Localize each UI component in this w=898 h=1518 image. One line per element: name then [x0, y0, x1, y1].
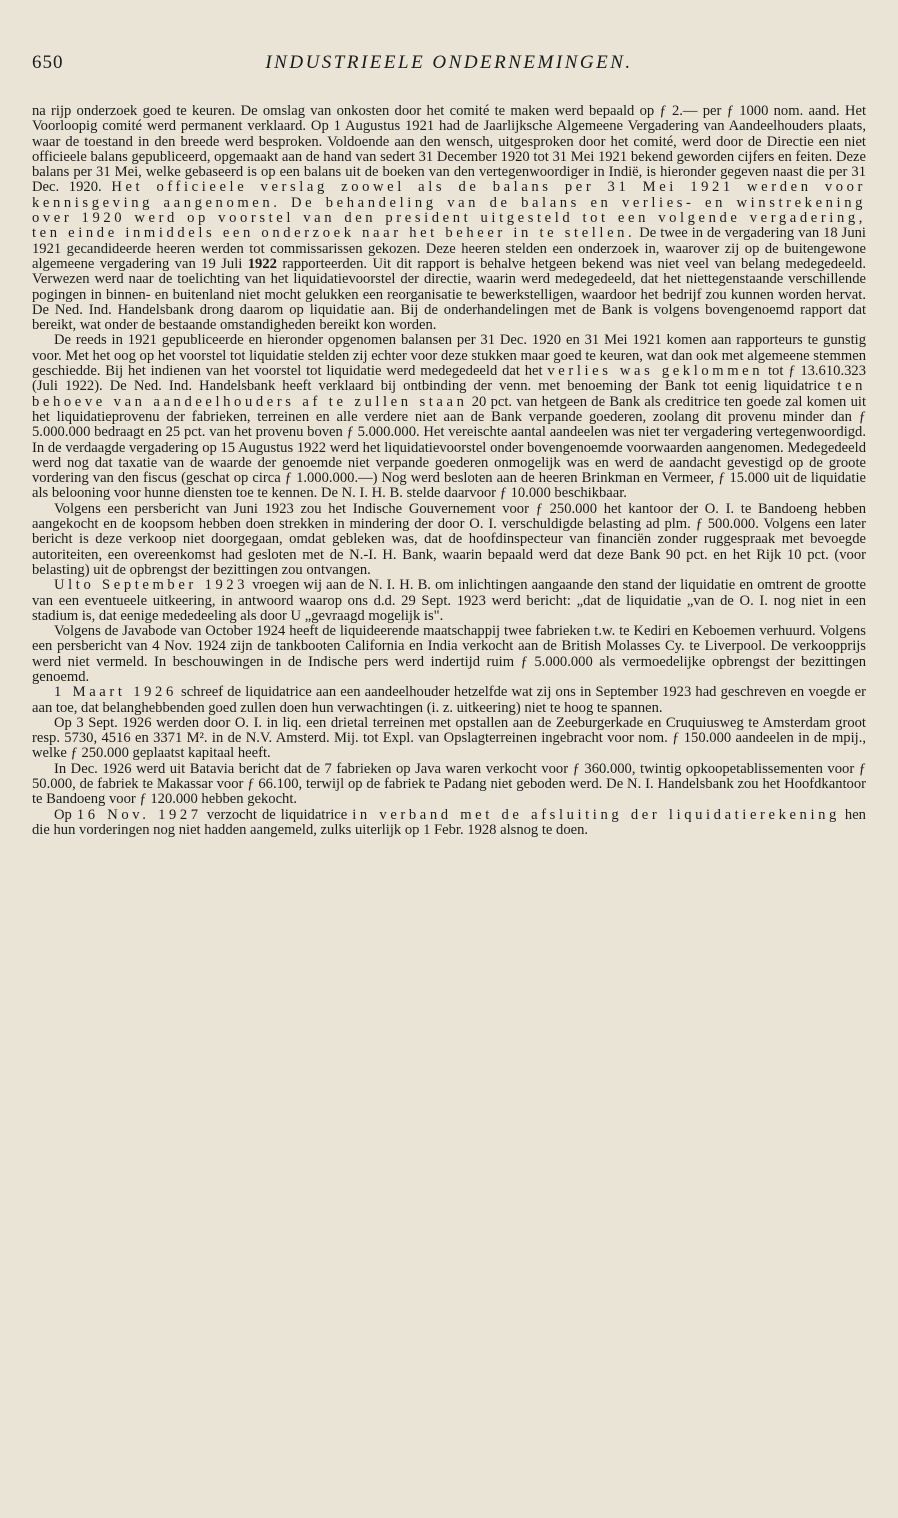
paragraph	[32, 808, 866, 839]
text-run: Op	[54, 806, 77, 823]
text-run: schreef de liquidatrice aan een aandeelhouder hetzelfde wat zij ons in September 1923 had geschreven en voegde er aan toe, dat belanghebbenden goed zullen doen hun verwachtingen (i. z. uitkeering) niet te hoog te spannen.	[32, 684, 866, 716]
text-run: Volgens de Javabode van October 1924 heeft de liquideerende maatschappij twee fabrieken t.w. te Kediri en Keboemen verhuurd. Volgens een persbericht van 4 Nov. 1924 zijn de tankbooten California en India verkocht aan de British Molasses Cy. te Liverpool. De verkoopprijs werd niet vermeld. In beschouwingen in de Indische pers werd indertijd ruim ƒ 5.000.000 als vermoedelijke opbrengst der bezittingen genoemd.	[32, 623, 866, 685]
spaced-text: 16 Nov. 1927	[76, 806, 202, 823]
spaced-text: ten behoeve van aandeelhouders af te zullen staan	[32, 378, 866, 410]
bold-text: 1922	[247, 255, 277, 272]
text-run: hen die hun vorderingen nog niet hadden aangemeld, zulks uiterlijk op 1 Febr. 1928 alsnog te doen.	[32, 806, 866, 838]
spaced-text: verlies was geklommen	[547, 363, 764, 380]
paragraph	[32, 333, 866, 501]
spaced-text: 1 Maart 1926	[54, 684, 177, 701]
paragraph	[32, 624, 866, 685]
text-run: tot ƒ 13.610.323 (Juli 1922). De Ned. Ind. Handelsbank heeft verklaard bij ontbinding der venn. met benoeming der Bank tot eenig liquidatrice	[32, 363, 866, 395]
text-run: na rijp onderzoek goed te keuren. De omslag van onkosten door het comité te maken werd bepaald op ƒ 2.— per ƒ 1000 nom. aand. Het Voorloopig comité werd permanent verklaard. Op 1 Augustus 1921 had de Jaarlijksche Algemeene Vergadering van Aandeelhouders plaats, waar de toestand in den breede werd besproken. Voldoende aan den wensch, uitgesproken door het comité, werd door de Directie een niet officieele balans gepubliceerd, opgemaakt aan de hand van sedert 31 December 1920 tot 31 Mei 1921 bekend geworden cijfers en feiten. Deze balans per 31 Mei, welke gebaseerd is op een balans uit de boeken van den vertegenwoordiger in Indië, is hieronder gegeven naast die per 31 Dec. 1920.	[32, 103, 866, 196]
spaced-text: in verband met de afsluiting der liquidatierekening	[352, 806, 840, 823]
paragraph	[32, 578, 866, 624]
page-number: 650	[32, 52, 64, 73]
body-text	[32, 104, 866, 838]
paragraph	[32, 502, 866, 578]
text-run: De reeds in 1921 gepubliceerde en hieronder opgenomen balansen per 31 Dec. 1920 en 31 Mei 1921 komen aan rapporteurs te gunstig voor. Met het oog op het voorstel tot liquidatie stelden zij echter voor deze stukken maar goed te keuren, wat dan ook met algemeene stemmen geschiedde. Bij het indienen van het voorstel tot liquidatie werd medegedeeld dat het	[32, 332, 866, 380]
paragraph	[32, 762, 866, 808]
paragraph	[32, 685, 866, 716]
text-run: 20 pct. van hetgeen de Bank als creditrice ten goede zal komen uit het liquidatieprovenu der fabrieken, terreinen en alle verdere niet aan de Bank verpande goederen, zoolang dit provenu minder dan ƒ 5.000.000 bedraagt en 25 pct. van het provenu boven ƒ 5.000.000. Het vereischte aantal aandeelen was niet ter vergadering vertegenwoordigd. In de verdaagde vergadering op 15 Augustus 1922 werd het liquidatievoorstel onder bovengenoemde voorwaarden aangenomen. Medegedeeld werd nog dat taxatie van de waarde der genoemde niet verpande goederen onmogelijk was en werd de aandacht gevestigd op de groote vordering van den fiscus (geschat op circa ƒ 1.000.000.—) Nog werd besloten aan de heeren Brinkman en Vermeer, ƒ 15.000 uit de liquidatie als belooning voor hunne diensten toe te kennen. De N. I. H. B. stelde daarvoor ƒ 10.000 beschikbaar.	[32, 393, 867, 502]
spaced-text: Ulto September 1923	[54, 577, 249, 594]
text-run: Volgens een persbericht van Juni 1923 zou het Indische Gouvernement voor ƒ 250.000 het kantoor der O. I. te Bandoeng hebben aangekocht en de koopsom hebben doen strekken in mindering der door O. I. verschuldigde belasting ad plm. ƒ 500.000. Volgens een later bericht is deze verkoop niet doorgegaan, omdat gebleken was, dat de hoofdinspecteur van financiën zonder ruggespraak met bevoegde autoriteiten, een overeenkomst had gesloten met de N.-I. H. Bank, waarin bepaald werd dat deze Bank 90 pct. en het Rijk 10 pct. (voor belasting) uit de opbrengst der bezittingen zou ontvangen.	[32, 500, 866, 578]
paragraph	[32, 716, 866, 762]
text-run: verzocht de liquidatrice	[201, 806, 353, 823]
page-header	[32, 52, 866, 82]
paragraph	[32, 104, 866, 333]
text-run: rapporteerden. Uit dit rapport is behalve hetgeen bekend was niet veel van belang medegedeeld. Verwezen werd naar de toelichting van het liquidatievoorstel der directie, waarin werd medegedeeld, dat het niettegenstaande verschillende pogingen in binnen- en buitenland niet mocht gelukken een reorganisatie te bewerkstelligen, waardoor het bedrijf zou kunnen worden hervat. De Ned. Ind. Handelsbank drong daarom op liquidatie aan. Bij de onderhandelingen met de Bank is volgens bovengenoemd rapport dat bereikt, wat onder de bestaande omstandigheden bereikt kon worden.	[32, 255, 866, 334]
running-title: INDUSTRIEELE ONDERNEMINGEN.	[265, 52, 633, 73]
text-run: De twee in de vergadering van 18 Juni 1921 gecandideerde heeren werden tot commissarissen gekozen. Deze heeren stelden een onderzoek in, waarover zij op de buitengewone algemeene vergadering van 19 Juli	[32, 225, 866, 272]
text-run: Op 3 Sept. 1926 werden door O. I. in liq. een drietal terreinen met opstallen aan de Zeeburgerkade en Cruquiusweg te Amsterdam groot resp. 5730, 4516 en 3371 M². in de N.V. Amsterd. Mij. tot Expl. van Opslagterreinen ingebracht voor nom. ƒ 150.000 aandeelen in de mpij., welke ƒ 250.000 geplaatst kapitaal heeft.	[32, 714, 866, 762]
text-run: In Dec. 1926 werd uit Batavia bericht dat de 7 fabrieken op Java waren verkocht voor ƒ 360.000, twintig opkoopetablissementen voor ƒ 50.000, de fabriek te Makassar voor ƒ 66.100, terwijl op de fabriek te Padang niet geboden werd. De N. I. Handelsbank zou het Hoofdkantoor te Bandoeng voor ƒ 120.000 hebben gekocht.	[32, 760, 866, 808]
text-run: vroegen wij aan de N. I. H. B. om inlichtingen aangaande den stand der liquidatie en omtrent de grootte van een eventueele uitkeering, in antwoord waarop ons d.d. 29 Sept. 1923 werd bericht: „dat de liquidatie „van de O. I. nog niet in een stadium is, dat eenige mededeeling als door U „gevraagd mogelijk is".	[32, 577, 866, 624]
spaced-text: Het officieele verslag zoowel als de balans per 31 Mei 1921 werden voor kennisgeving aangenomen. De behandeling van de balans en verlies- en winstrekening over 1920 werd op voorstel van den president uitgesteld tot een volgende vergadering, ten einde inmiddels een onderzoek naar het beheer in te stellen.	[32, 179, 867, 242]
